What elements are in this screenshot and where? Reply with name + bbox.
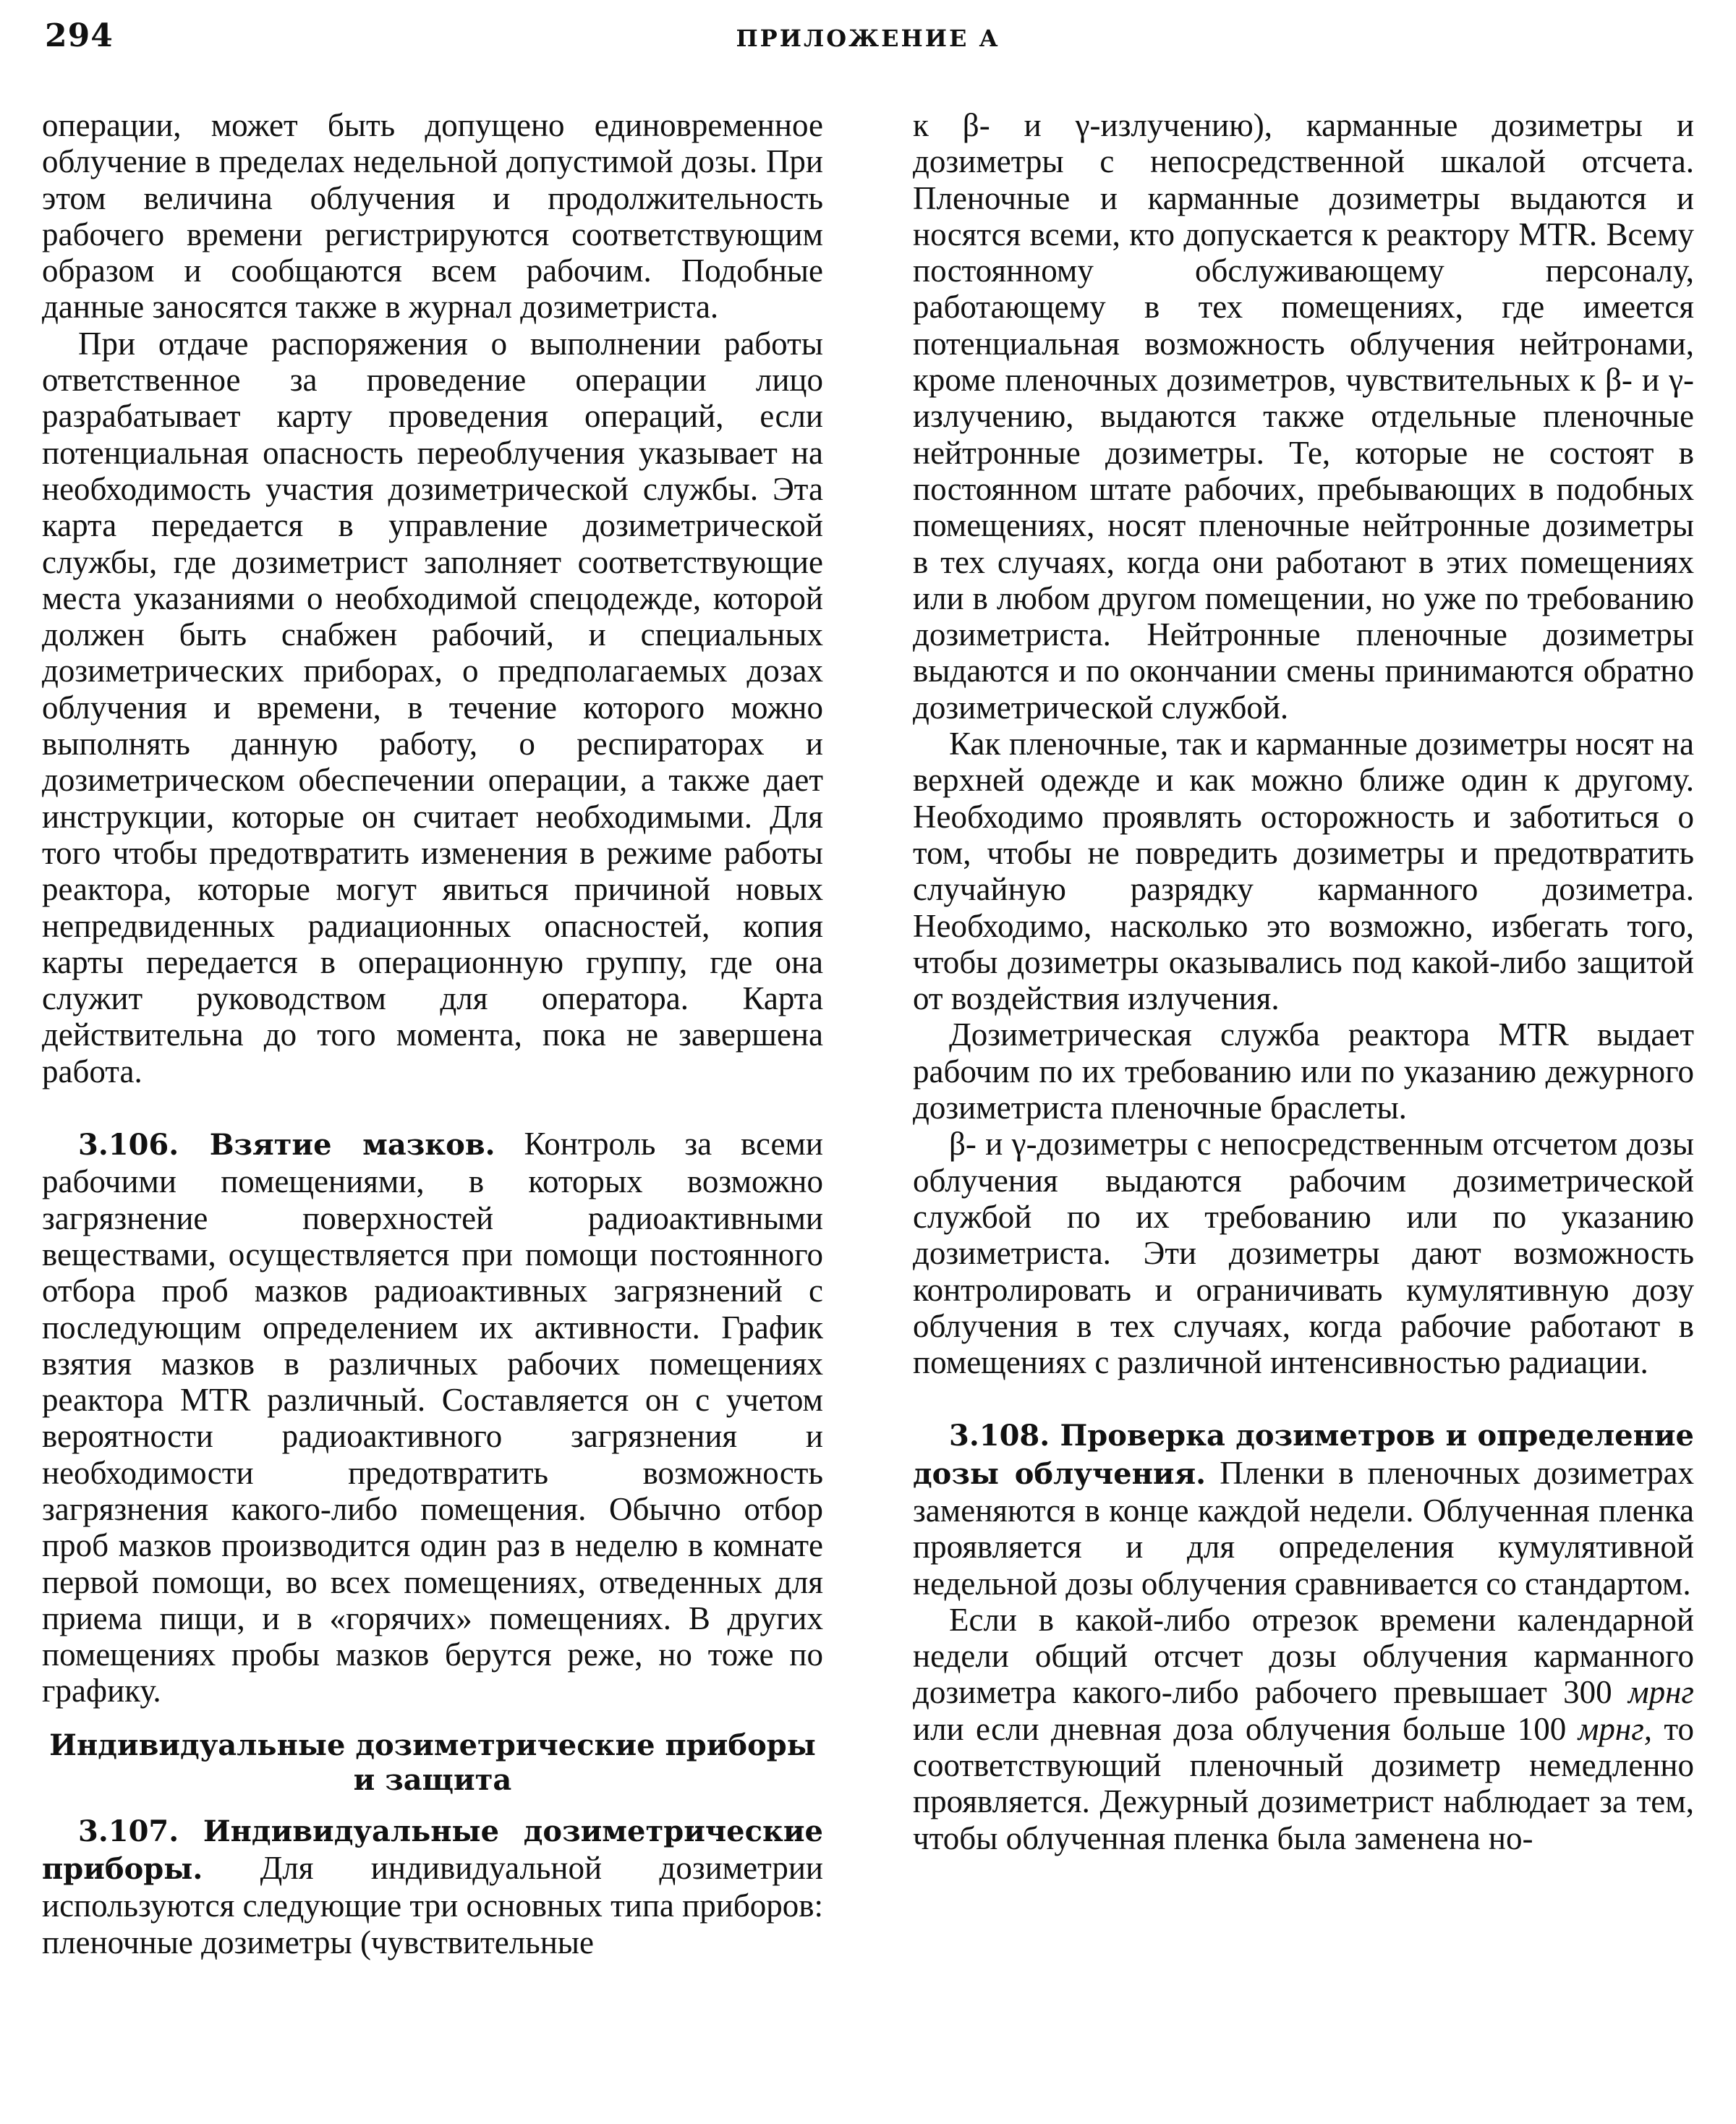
- paragraph: β- и γ-дозиметры с непосредственным отсчетом дозы облучения выдаются рабочим дозиметрической службой по их требованию или по указанию дозиметриста. Эти дозиметры дают возможность контролировать и ограничивать кумулятивную дозу облучения в тех случаях, когда рабочие работают в помещениях с различной интенсивностью радиации.: [913, 1126, 1694, 1381]
- paragraph: к β- и γ-излучению), карманные дозиметры и дозиметры с непосредственной шкалой отсчета. Пленочные и карманные дозиметры выдаются и носятся всеми, кто допускается к реактору MTR. Всему постоянному обслуживающему персоналу, работающему в тех помещениях, где имеется потенциальная возможность облучения нейтронами, кроме пленочных дозиметров, чувствительных к β- и γ-излучению, выдаются также отдельные пленочные нейтронные дозиметры. Те, которые не состоят в постоянном штате рабочих, пребывающих в подобных помещениях, носят пленочные нейтронные дозиметры в тех случаях, когда они работают в этих помещениях или в любом другом помещении, но уже по требованию дозиметриста. Нейтронные пленочные дозиметры выдаются и по окончании смены принимаются обратно дозиметрической службой.: [913, 107, 1694, 726]
- unit: мрнг,: [1578, 1710, 1653, 1747]
- section-3-108: [913, 1416, 1694, 1601]
- text-run: то соответствующий пленочный дозиметр немедленно проявляется. Дежурный дозиметрист наблюдает за тем, чтобы облученная пленка была заменена но-: [913, 1710, 1694, 1856]
- right-column: [913, 107, 1694, 1856]
- section-3-106: [42, 1126, 823, 1709]
- unit: мрнг: [1628, 1674, 1694, 1711]
- section-text: Для индивидуальной дозиметрии используются следующие три основных типа приборов: пленочные дозиметры (чувствительные: [42, 1850, 824, 1961]
- section-title: 3.108. Проверка дозиметров и определение дозы облучения.: [913, 1419, 1694, 1491]
- paragraph: Дозиметрическая служба реактора MTR выдает рабочим по их требованию или по указанию дежурного дозиметриста пленочные браслеты.: [913, 1016, 1694, 1126]
- running-title: ПРИЛОЖЕНИЕ А: [736, 25, 1000, 52]
- section-3-107: [42, 1812, 823, 1961]
- text-run: или если дневная доза облучения больше 100: [913, 1710, 1567, 1747]
- paragraph: При отдаче распоряжения о выполнении работы ответственное за проведение операции лицо разрабатывает карту проведения операций, если потенциальная опасность переоблучения указывает на необходимость участия дозиметрической службы. Эта карта передается в управление дозиметрической службы, где дозиметрист заполняет соответствующие места указаниями о необходимой спецодежде, которой должен быть снабжен рабочий, и специальных дозиметрических приборах, о предполагаемых дозах облучения и времени, в течение которого можно выполнять данную работу, о респираторах и дозиметрическом обеспечении операции, а также дает инструкции, которые он считает необходимыми. Для того чтобы предотвратить изменения в режиме работы реактора, которые могут явиться причиной новых непредвиденных радиационных опасностей, копия карты передается в операционную группу, где она служит руководством для оператора. Карта действительна до того момента, пока не завершена работа.: [42, 325, 823, 1089]
- section-title: 3.107. Индивидуальные дозиметрические приборы.: [42, 1814, 823, 1887]
- paragraph: операции, может быть допущено единовременное облучение в пределах недельной допустимой дозы. При этом величина облучения и продолжительность рабочего времени регистрируются соответствующим образом и сообщаются всем рабочим. Подобные данные заносятся также в журнал дозиметриста.: [42, 107, 823, 326]
- paragraph: Как пленочные, так и карманные дозиметры носят на верхней одежде и как можно ближе один к другому. Необходимо проявлять осторожность и заботиться о том, чтобы не повредить дозиметры и предотвратить случайную разрядку карманного дозиметра. Необходимо, насколько это возможно, избегать того, чтобы дозиметры оказывались под какой-либо защитой от воздействия излучения.: [913, 726, 1694, 1017]
- section-title: 3.106. Взятие мазков.: [78, 1128, 495, 1163]
- section-text: Контроль за всеми рабочими помещениями, в которых возможно загрязнение поверхностей радиоактивными веществами, осуществляется при помощи постоянного отбора проб мазков радиоактивных загрязнений с последующим определением их активности. График взятия мазков в различных рабочих помещениях реактора MTR различный. Составляется он с учетом вероятности радиоактивного загрязнения и необходимости предотвратить возможность загрязнения какого-либо помещения. Обычно отбор проб мазков производится один раз в неделю в комнате первой помощи, во всех помещениях, отведенных для приема пищи, и в «горячих» помещениях. В других помещениях пробы мазков берутся реже, но тоже по графику.: [42, 1126, 823, 1709]
- text-run: Если в какой-либо отрезок времени календарной недели общий отсчет дозы облучения карманного дозиметра какого-либо рабочего превышает 300: [913, 1601, 1694, 1711]
- section-text: Пленки в пленочных дозиметрах заменяются в конце каждой недели. Облученная пленка проявляется и для определения кумулятивной недельной дозы облучения сравнивается со стандартом.: [913, 1454, 1694, 1602]
- left-column: [42, 107, 823, 1961]
- subheading: Индивидуальные дозиметрические приборы и защита: [49, 1728, 816, 1797]
- page-number: 294: [45, 17, 114, 54]
- paragraph: [913, 1602, 1694, 1856]
